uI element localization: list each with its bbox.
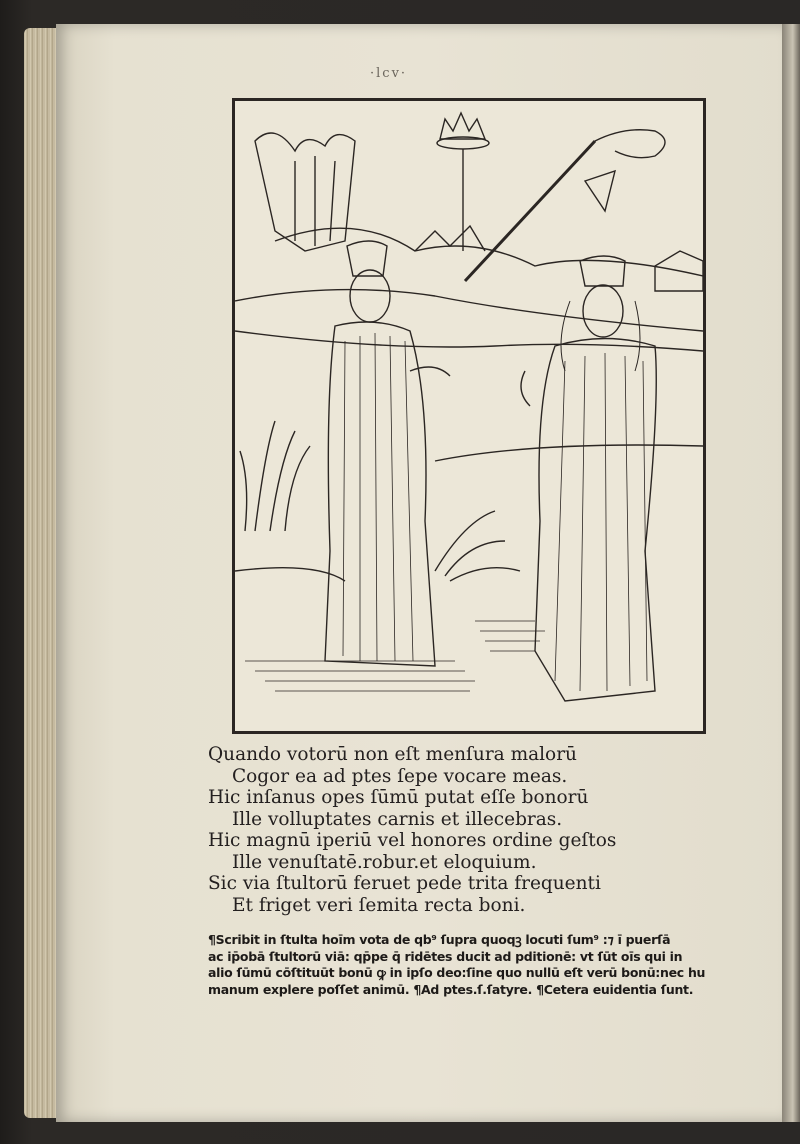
- right-figure-hand: [521, 371, 530, 406]
- horizon-line: [235, 290, 703, 331]
- jester-hat-icon: [595, 130, 665, 158]
- reeds-left: [240, 421, 310, 531]
- hill-line: [275, 228, 703, 276]
- verse-line: Et friget veri ſemita recta boni.: [232, 894, 526, 916]
- commentary-block: [208, 932, 744, 998]
- woodcut-illustration: [232, 98, 706, 734]
- right-figure-head: [583, 285, 623, 337]
- commentary-line: manum explere poſſet animū. ¶Ad ptes.ſ.ſatyre. ¶Cetera euidentia ſunt.: [208, 981, 694, 997]
- verse-line: Cogor ea ad ptes ſepe vocare meas.: [232, 765, 568, 787]
- page-header-mark: ·lcv·: [370, 66, 408, 81]
- woodcut-drawing: [235, 101, 703, 731]
- commentary-line: ac ip̄obā ſtultorū viā: qp̄pe q̄ ridētes ducit ad pditionē: vt ſūt oīs qui in: [208, 948, 683, 964]
- verse-line: Hic inſanus opes ſūmū putat eſſe bonorū: [208, 787, 589, 808]
- left-figure-hand: [410, 367, 450, 376]
- verse-line: Sic via ſtultorū feruet pede trita frequenti: [208, 873, 601, 894]
- verse-line: Quando votorū non eſt menſura malorū: [208, 744, 577, 765]
- verse-line: Ille venuſtatē.robur.et eloquium.: [232, 851, 537, 873]
- left-figure-head: [350, 270, 390, 322]
- ground-hatching: [245, 661, 475, 691]
- commentary-line: alio ſūmū cōſtituūt bonū ꝙ in ipſo deo:ſine quo nullū eſt verū bonū:nec hu: [208, 965, 706, 980]
- left-figure-robe: [325, 322, 435, 666]
- verse-block: [208, 744, 748, 916]
- book-right-edge: [782, 24, 800, 1122]
- commentary-line: ¶Scribit in ſtulta hoīm vota de qb⁹ ſupra quoqꝫ locuti ſum⁹ :⁊ ī puerſā: [208, 932, 671, 947]
- verse-line: Ille volluptates carnis et illecebras.: [232, 808, 563, 830]
- reeds-center: [435, 511, 520, 581]
- verse-line: Hic magnū iperiū vel honores ordine geſtos: [208, 830, 617, 851]
- tree-cluster: [255, 133, 355, 251]
- crown-icon: [440, 113, 485, 139]
- right-figure-robe: [535, 339, 656, 702]
